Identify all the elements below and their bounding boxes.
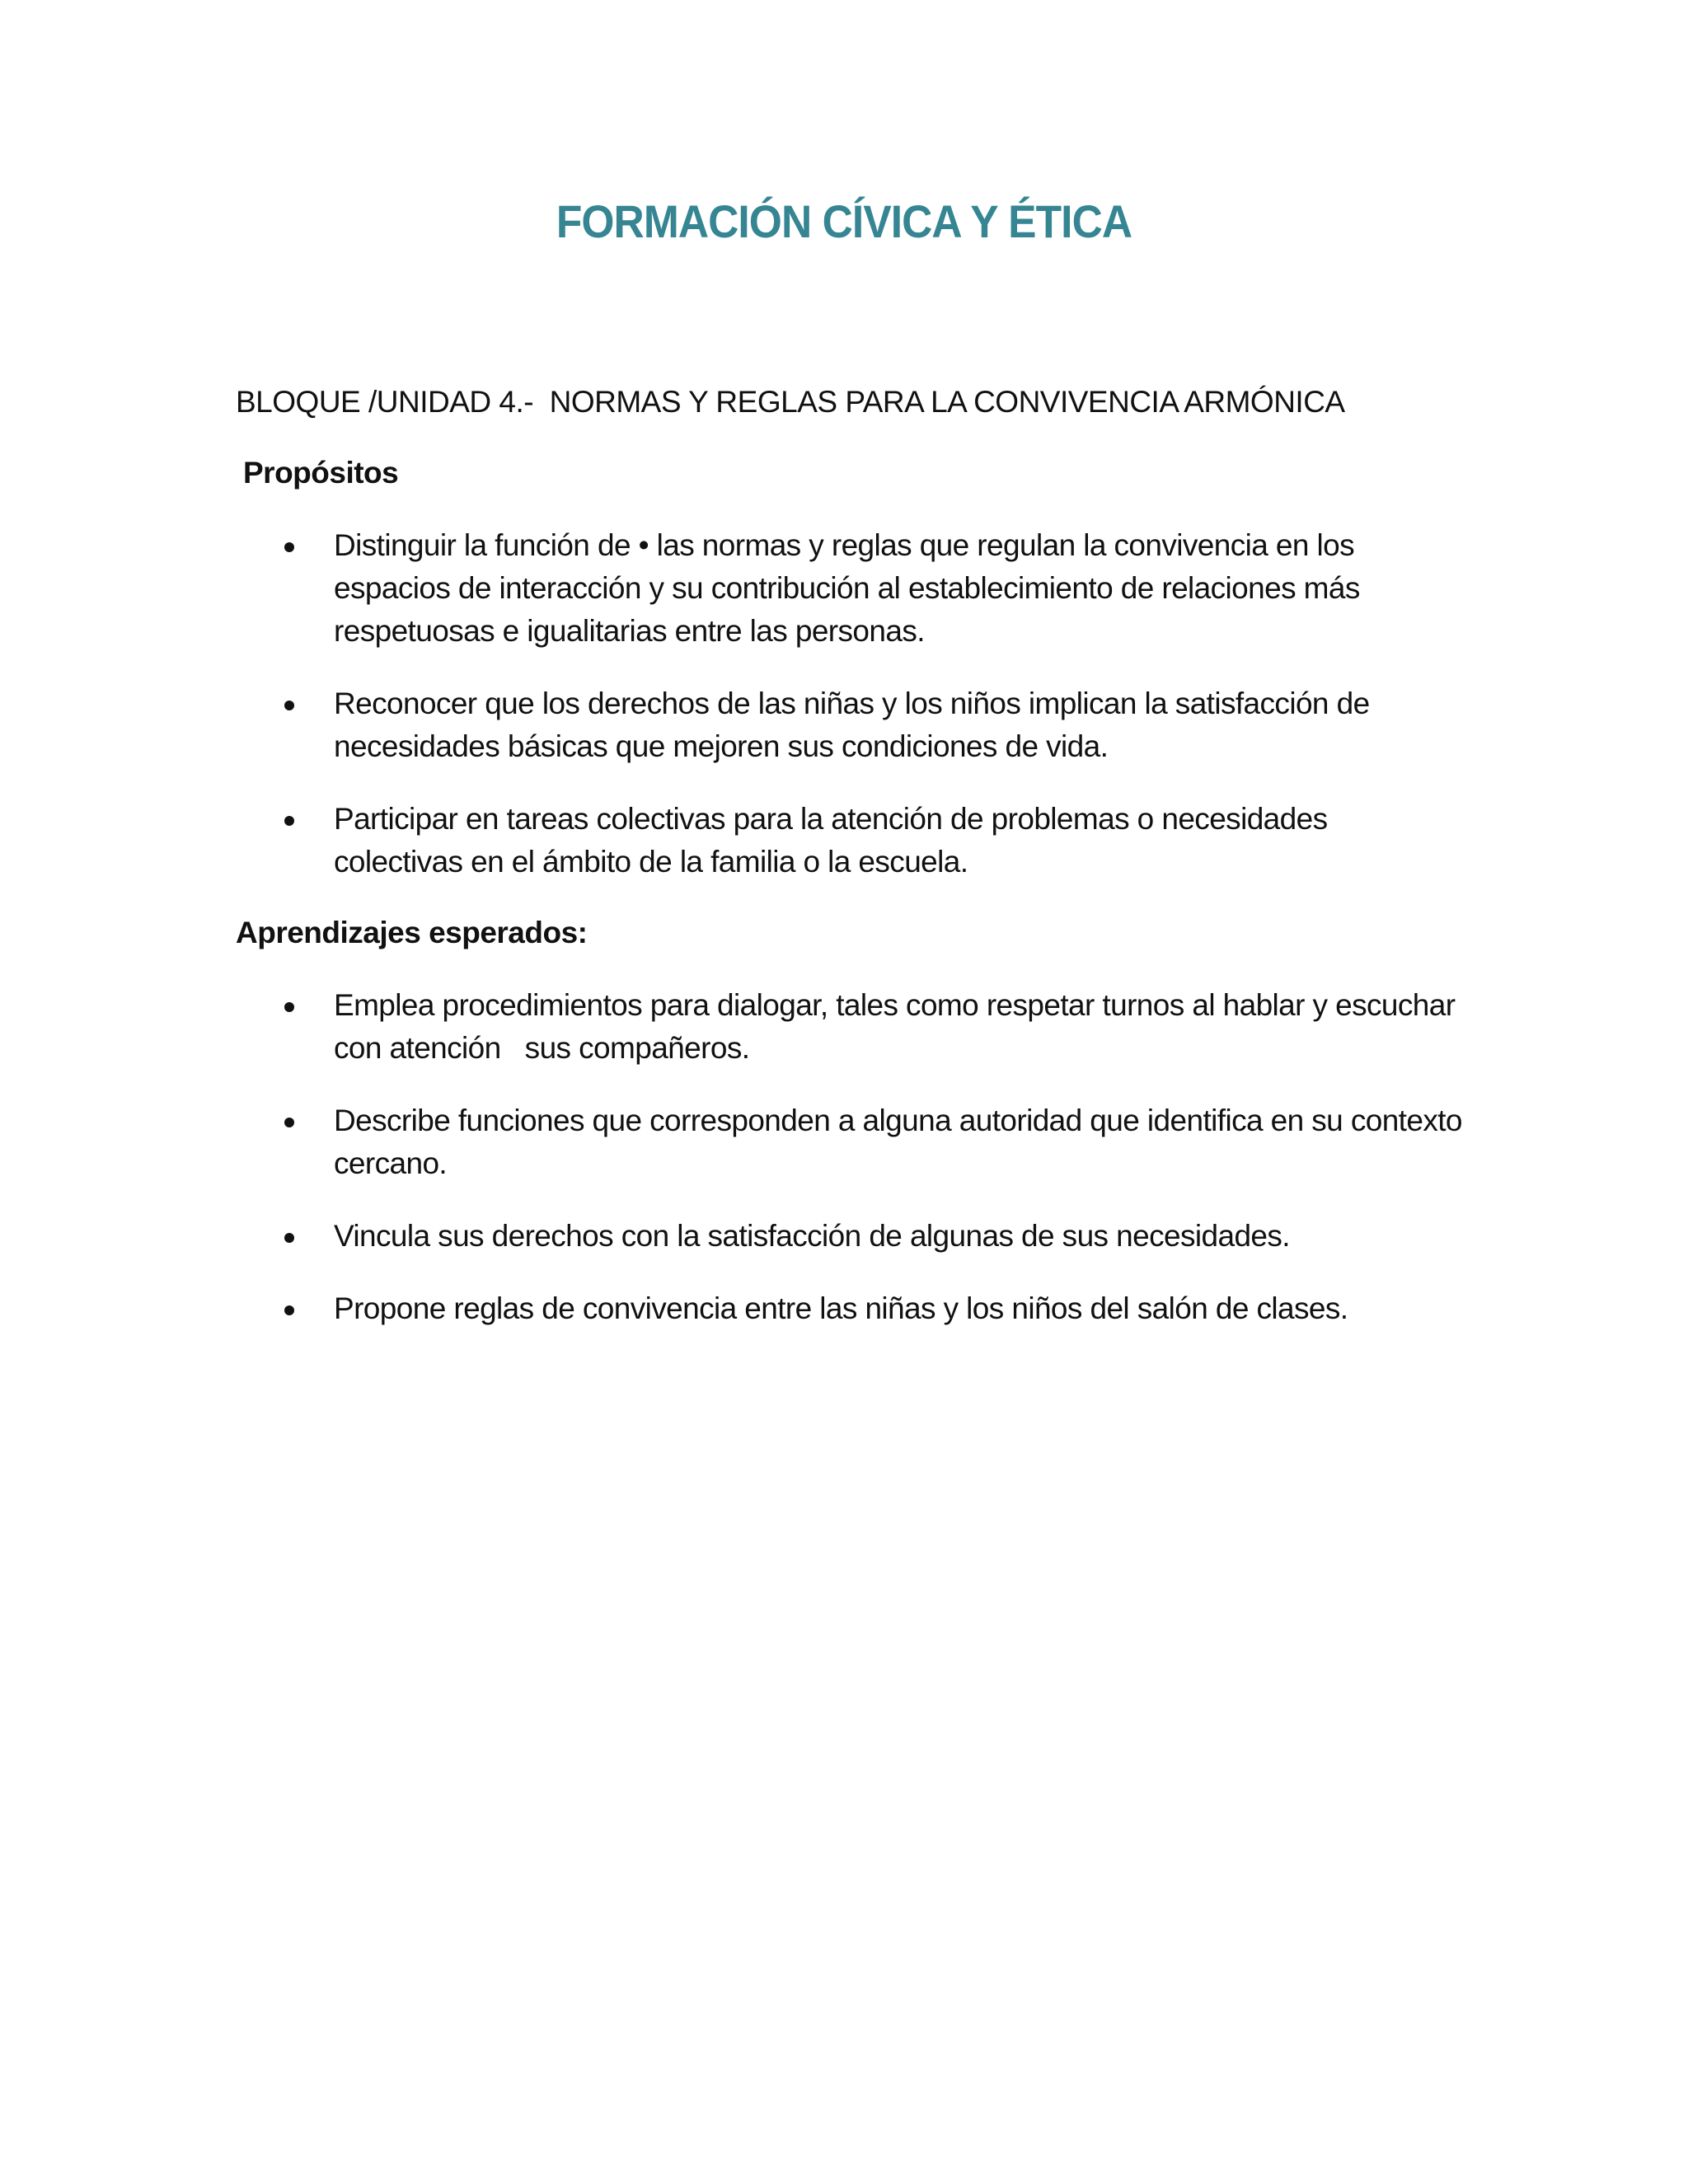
bloque-heading: BLOQUE /UNIDAD 4.- NORMAS Y REGLAS PARA LA CONVIVENCIA ARMÓNICA: [236, 385, 1345, 419]
list-item: [0, 984, 1463, 1070]
list-item-text: Reconocer que los derechos de las niñas y los niños implican la satisfacción de necesidades básicas que mejoren sus condiciones de vida.: [334, 687, 1370, 763]
list-item: [0, 1215, 1463, 1258]
bullet-icon: [284, 1305, 294, 1315]
propositos-list: [0, 524, 1463, 913]
list-item: [0, 524, 1463, 653]
list-item: [0, 682, 1463, 768]
bullet-icon: [284, 701, 294, 710]
list-item-text: Participar en tareas colectivas para la atención de problemas o necesidades colectivas en el ámbito de la familia o la escuela.: [334, 802, 1328, 879]
list-item: [0, 798, 1463, 883]
aprendizajes-list: [0, 984, 1463, 1360]
bullet-icon: [284, 816, 294, 826]
list-item: [0, 1099, 1463, 1185]
list-item-text: Describe funciones que corresponden a alguna autoridad que identifica en su contexto cercano.: [334, 1104, 1462, 1180]
propositos-heading: Propósitos: [243, 456, 399, 490]
list-item-text: Propone reglas de convivencia entre las niñas y los niños del salón de clases.: [334, 1291, 1348, 1325]
page-title: FORMACIÓN CÍVICA Y ÉTICA: [556, 195, 1132, 247]
list-item-text: Distinguir la función de • las normas y reglas que regulan la convivencia en los espacios de interacción y su contribución al establecimiento de relaciones más respetuosas e igualitarias entre las personas.: [334, 528, 1360, 648]
list-item: [0, 1287, 1463, 1330]
bullet-icon: [284, 542, 294, 552]
aprendizajes-heading: Aprendizajes esperados:: [236, 916, 588, 949]
bullet-icon: [284, 1118, 294, 1127]
list-item-text: Vincula sus derechos con la satisfacción de algunas de sus necesidades.: [334, 1219, 1290, 1253]
list-item-text: Emplea procedimientos para dialogar, tales como respetar turnos al hablar y escuchar con atención sus compañeros.: [334, 988, 1464, 1065]
bullet-icon: [284, 1002, 294, 1012]
bullet-icon: [284, 1233, 294, 1243]
